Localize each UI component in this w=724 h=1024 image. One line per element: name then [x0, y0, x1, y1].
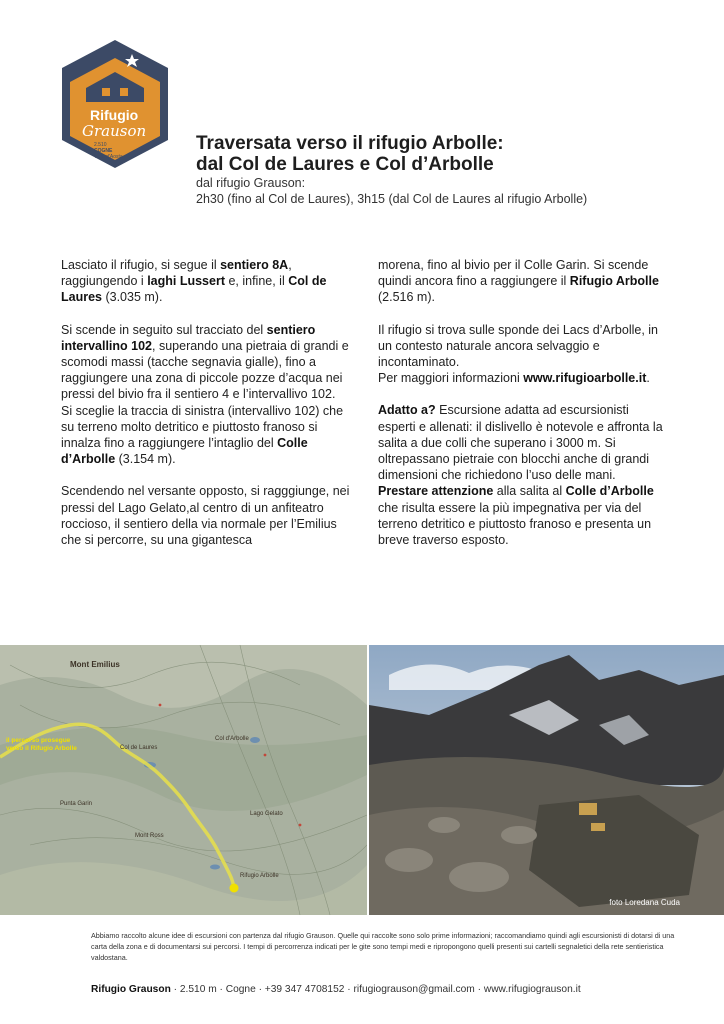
logo-name: Rifugio — [90, 107, 139, 123]
photo-credit: foto Loredana Cuda — [609, 898, 680, 907]
mountain-photo — [369, 645, 724, 915]
footer-contact — [91, 984, 581, 995]
map-label-col-laures: Col de Laures — [120, 745, 158, 751]
arbolle-website-link: www.rifugioarbolle.it — [523, 371, 647, 386]
map-label-emilius: Mont Emilius — [70, 660, 120, 669]
photo-strip — [0, 645, 724, 915]
paragraph-opposite-side: Scendendo nel versante opposto, si ragggiunge, nei pressi del Lago Gelato,al centro di un anfiteatro roccioso, il sentiero della via normale per l’Emilius che si percorre, su una gigantesca — [61, 484, 350, 548]
paragraph-start: Lasciato il rifugio, si segue il sentiero 8A, raggiungendo i laghi Lussert e, infine, il Col de Laures (3.035 m). — [61, 258, 327, 305]
route-note: il percorso prosegue verso il Rifugio Arbolle — [6, 737, 77, 752]
map-label-lago-gelato: Lago Gelato — [250, 811, 283, 817]
page-title-line1: Traversata verso il rifugio Arbolle: — [196, 133, 504, 154]
paragraph-info: Per maggiori informazioni www.rifugioarbolle.it. — [378, 371, 650, 386]
map-label-garin: Punta Garin — [60, 801, 93, 807]
paragraph-descent: Si scende in seguito sul tracciato del sentiero intervallino 102, superando una pietraia di grandi e scomodi massi (tacche segnavia gialle), fino a raggiungere una zona di piccole pozze d’acqua nei pressi del bivio fra il sentiero 4 e l’intervallivo 102. — [61, 322, 349, 402]
start-point: dal rifugio Grauson: — [196, 176, 306, 190]
trail-map — [0, 645, 367, 915]
footer-details: · 2.510 m · Cogne · +39 347 4708152 · rifugiograuson@gmail.com · www.rifugiograuson.it — [170, 984, 581, 995]
map-label-col-arbolle: Col d'Arbolle — [215, 736, 249, 742]
logo-altitude: 2.510 — [94, 142, 107, 148]
logo-script-name: Grauson — [82, 122, 147, 140]
body-left-column — [61, 257, 351, 564]
footer-name: Rifugio Grauson — [91, 984, 171, 995]
hiking-times: 2h30 (fino al Col de Laures), 3h15 (dal Col de Laures al rifugio Arbolle) — [196, 192, 588, 206]
rifugio-grauson-logo — [60, 38, 170, 170]
logo-town: COGNE — [94, 148, 113, 154]
map-image — [0, 645, 367, 915]
map-label-mont-ross: Mont Ross — [135, 833, 164, 839]
page-title-line2: dal Col de Laures e Col d’Arbolle — [196, 154, 494, 175]
map-label-rifugio: Rifugio Arbolle — [240, 873, 279, 879]
mountain-image — [369, 645, 724, 915]
paragraph-colle-arbolle: Si sceglie la traccia di sinistra (intervallivo 102) che su terreno molto detritico e piuttosto franoso si innalza fino a raggiungere l’intaglio del Colle d’Arbolle (3.154 m). — [61, 403, 344, 467]
disclaimer-note: Abbiamo raccolto alcune idee di escursioni con partenza dal rifugio Grauson. Quelle qui raccolte sono solo prime informazioni; raccomandiamo quindi agli escursionisti di dotarsi di una carta della zona e di documentarsi sui percorsi. I tempi di percorrenza indicati per le gite sono tempi medi e ripropongono quelli presenti sui cartelli segnaletici della rete sentieristica valdostana. — [91, 931, 675, 963]
paragraph-refuge: Il rifugio si trova sulle sponde dei Lacs d’Arbolle, in un contesto naturale ancora selvaggio e incontaminato. — [378, 322, 659, 370]
paragraph-attention: Prestare attenzione alla salita al Colle d’Arbolle che risulta essere la più impegnativa per via del terreno detritico e piuttosto franoso e presenta un breve traverso esposto. — [378, 484, 654, 548]
paragraph-moraine: morena, fino al bivio per il Colle Garin. Si scende quindi ancora fino a raggiungere il Rifugio Arbolle (2.516 m). — [378, 258, 659, 305]
header — [196, 133, 696, 207]
logo-region: Valle d'Aosta — [94, 154, 123, 160]
paragraph-suitable: Adatto a? Escursione adatta ad escursionisti esperti e allenati: il dislivello è notevole e affronta la salita a due colli che superano i 3000 m. Si oltrepassano pietraie con blocchi anche di grandi dimensioni che richiedono l’uso delle mani. — [378, 403, 663, 483]
body-right-column — [378, 257, 668, 564]
